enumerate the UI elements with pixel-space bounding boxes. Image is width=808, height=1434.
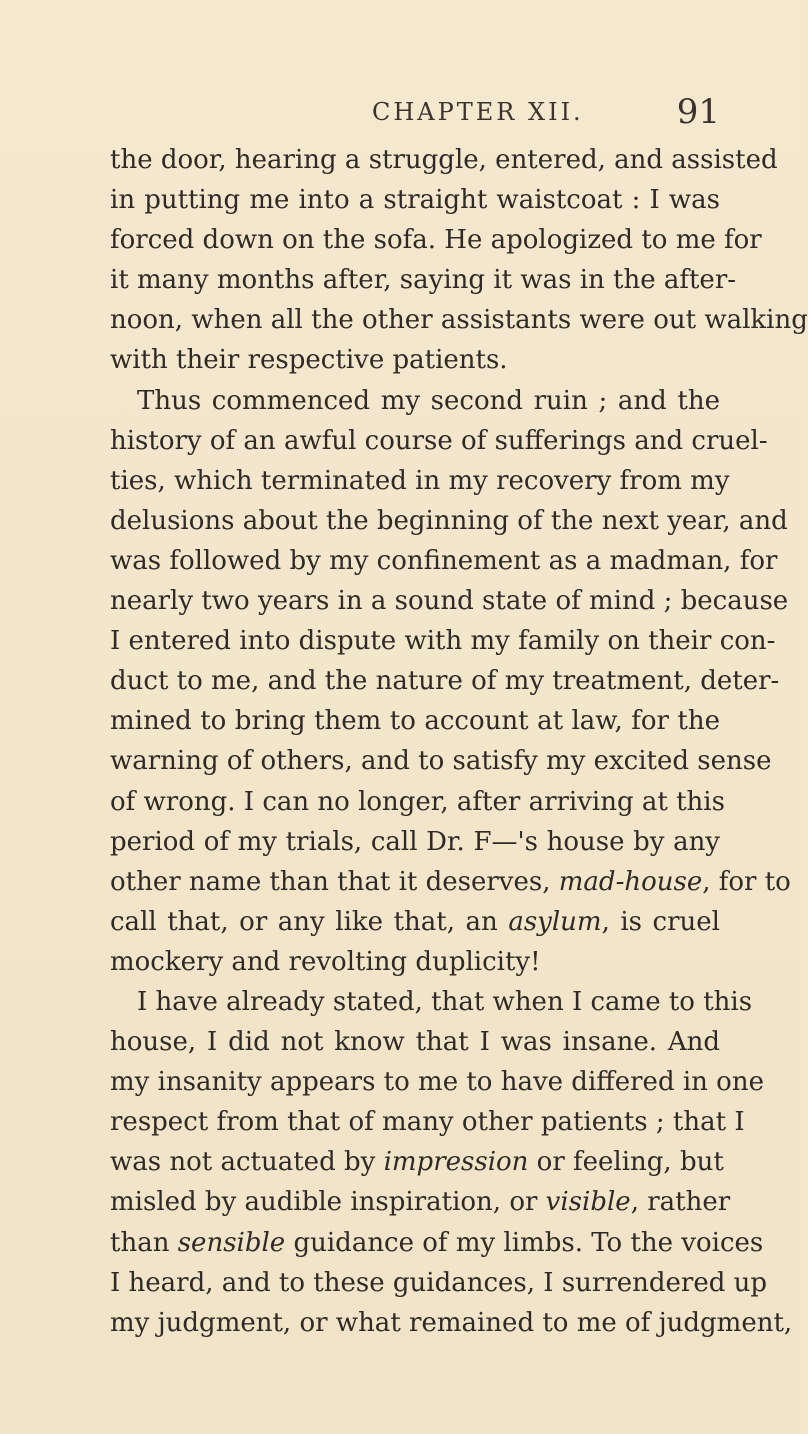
text-segment: guidance of my limbs. To the voices — [285, 1227, 764, 1258]
text-line — [110, 661, 780, 701]
text-line — [110, 1102, 745, 1142]
text-segment: respect from that of many other patients ; that I — [110, 1107, 745, 1138]
text-segment: my judgment, or what remained to me of judgment, — [110, 1307, 793, 1338]
text-segment: or feeling, but — [528, 1147, 724, 1178]
italic-text: visible — [545, 1187, 631, 1218]
text-segment: noon, when all the other assistants were out walking — [110, 305, 808, 336]
text-segment: than — [110, 1227, 178, 1258]
text-segment: in putting me into a straight waistcoat : I was — [110, 185, 720, 216]
text-segment: with their respective patients. — [110, 345, 508, 376]
text-segment: Thus commenced my second ruin ; and the — [137, 385, 720, 416]
text-segment: I heard, and to these guidances, I surrendered up — [110, 1267, 768, 1298]
text-line — [110, 421, 768, 461]
text-segment: of wrong. I can no longer, after arriving at this — [110, 786, 725, 817]
text-line — [110, 140, 778, 180]
text-line — [110, 581, 789, 621]
text-segment: was followed by my confinement as a madman, for — [110, 545, 778, 576]
text-line — [110, 1142, 724, 1182]
running-head — [110, 92, 720, 138]
text-segment: warning of others, and to satisfy my excited sense — [110, 746, 772, 777]
page-number: 91 — [676, 92, 720, 132]
text-segment: , is cruel — [601, 906, 720, 937]
text-segment: was not actuated by — [110, 1147, 384, 1178]
text-segment: my insanity appears to me to have differed in one — [110, 1067, 764, 1098]
text-segment: history of an awful course of sufferings and cruel- — [110, 425, 768, 456]
text-line — [110, 340, 720, 380]
text-line — [110, 701, 720, 741]
text-segment: period of my trials, call Dr. F—'s house by any — [110, 826, 720, 857]
text-line — [110, 1303, 793, 1343]
text-segment: nearly two years in a sound state of mind ; because — [110, 586, 789, 617]
italic-text: sensible — [177, 1227, 286, 1258]
text-line — [110, 621, 776, 661]
italic-text: impression — [383, 1147, 529, 1178]
text-segment: ties, which terminated in my recovery from my — [110, 465, 730, 496]
text-segment: mined to bring them to account at law, for the — [110, 706, 720, 737]
text-segment: the door, hearing a struggle, entered, and assisted — [110, 145, 778, 175]
text-line — [110, 1223, 764, 1263]
text-line — [110, 1062, 764, 1102]
text-segment: mockery and revolting duplicity! — [110, 946, 541, 977]
body-text — [110, 140, 808, 1343]
text-line — [110, 381, 720, 421]
text-line — [110, 541, 778, 581]
text-segment: , for to — [702, 866, 791, 897]
text-segment: it many months after, saying it was in the after- — [110, 265, 737, 296]
text-line — [110, 902, 720, 942]
text-line — [110, 300, 808, 340]
text-line — [110, 862, 791, 902]
text-line — [110, 741, 772, 781]
text-line — [110, 501, 788, 541]
text-segment: other name than that it deserves, — [110, 866, 559, 897]
text-line — [110, 982, 753, 1022]
text-line — [110, 1263, 768, 1303]
text-segment: , rather — [630, 1187, 731, 1218]
text-segment: call that, or any like that, an — [110, 906, 509, 937]
italic-text: asylum — [508, 906, 602, 937]
text-segment: misled by audible inspiration, or — [110, 1187, 546, 1218]
text-line — [110, 220, 762, 260]
italic-text: mad-house — [558, 866, 703, 897]
text-segment: delusions about the beginning of the next year, and — [110, 505, 788, 536]
text-line — [110, 1182, 731, 1222]
text-line — [110, 942, 720, 982]
text-line — [110, 260, 737, 300]
text-line — [110, 461, 730, 501]
text-segment: I have already stated, that when I came to this — [137, 986, 753, 1017]
text-segment: duct to me, and the nature of my treatment, deter- — [110, 666, 780, 697]
text-segment: forced down on the sofa. He apologized to me for — [110, 225, 762, 256]
text-line — [110, 180, 720, 220]
text-segment: I entered into dispute with my family on their con- — [110, 626, 776, 657]
text-line — [110, 782, 725, 822]
text-segment: house, I did not know that I was insane. And — [110, 1027, 720, 1058]
text-line — [110, 822, 720, 862]
chapter-heading: CHAPTER XII. — [372, 98, 584, 126]
text-line — [110, 1022, 720, 1062]
